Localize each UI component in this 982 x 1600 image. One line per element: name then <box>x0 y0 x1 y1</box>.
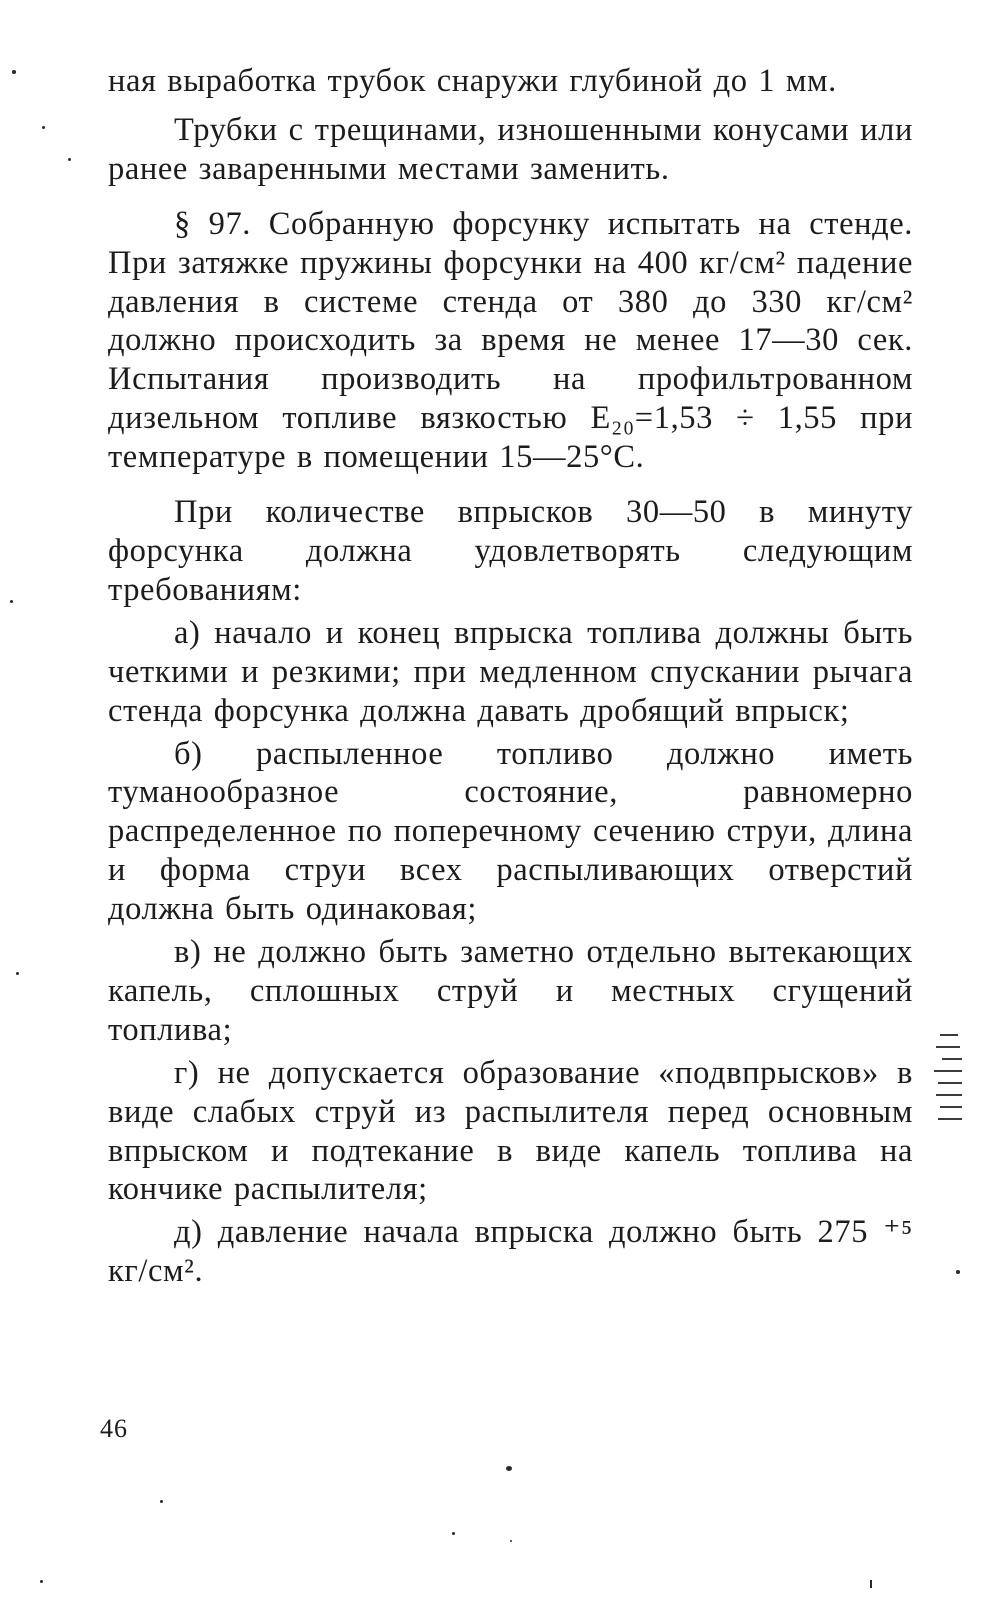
scan-speck <box>40 1580 43 1583</box>
scan-speck <box>68 158 71 161</box>
list-item-d: д) давление начала впрыска должно быть 275 ⁺⁵ кг/см². <box>108 1214 913 1290</box>
scan-speck <box>16 972 19 975</box>
list-item-g: г) не допускается образование «подвпрысков» в виде слабых струй из распылителя перед основным впрыском и подтекание в виде капель топлива на кончике распылителя; <box>108 1054 913 1208</box>
scan-speck <box>510 1540 512 1542</box>
list-item-v: в) не должно быть заметно отдельно вытекающих капель, сплошных струй и местных сгущений топлива; <box>108 934 913 1048</box>
page-text <box>108 62 913 1291</box>
paragraph-continuation: ная выработка трубок снаружи глубиной до 1 мм. <box>108 63 837 99</box>
scan-speck <box>160 1500 163 1503</box>
paragraph-cracked-tubes: Трубки с трещинами, изношенными конусами или ранее заваренными местами заменить. <box>108 111 913 187</box>
list-item-b: б) распыленное топливо должно иметь туманообразное состояние, равномерно распределенное по поперечному сечению струи, длина и форма струи всех распыливающих отверстий должна быть одинаковая; <box>108 735 913 928</box>
list-item-a: а) начало и конец впрыска топлива должны быть четкими и резкими; при медленном спускании рычага стенда форсунка должна давать дробящий впрыск; <box>108 614 913 729</box>
scan-smudge <box>932 1028 966 1124</box>
scan-speck <box>12 70 16 74</box>
page-number: 46 <box>100 1414 128 1443</box>
scan-speck <box>10 600 13 603</box>
paragraph-section-97: § 97. Собранную форсунку испытать на стенде. При затяжке пружины форсунки на 400 кг/см² падение давления в системе стенда от 380 до 330 кг/см² должно происходить за время не менее 17—30 сек. Испытания производить на профильтрованном дизельном топливе вязкостью E₂₀=1,53 ÷ 1,55 при температуре в помещении 15—25°С. <box>108 205 913 476</box>
scan-speck <box>870 1580 872 1588</box>
paragraph-requirements-intro: При количестве впрысков 30—50 в минуту форсунка должна удовлетворять следующим требованиям: <box>108 494 913 608</box>
scan-speck <box>452 1532 455 1535</box>
scan-speck <box>956 1270 960 1274</box>
scan-speck <box>506 1466 512 1471</box>
scan-speck <box>42 126 45 129</box>
